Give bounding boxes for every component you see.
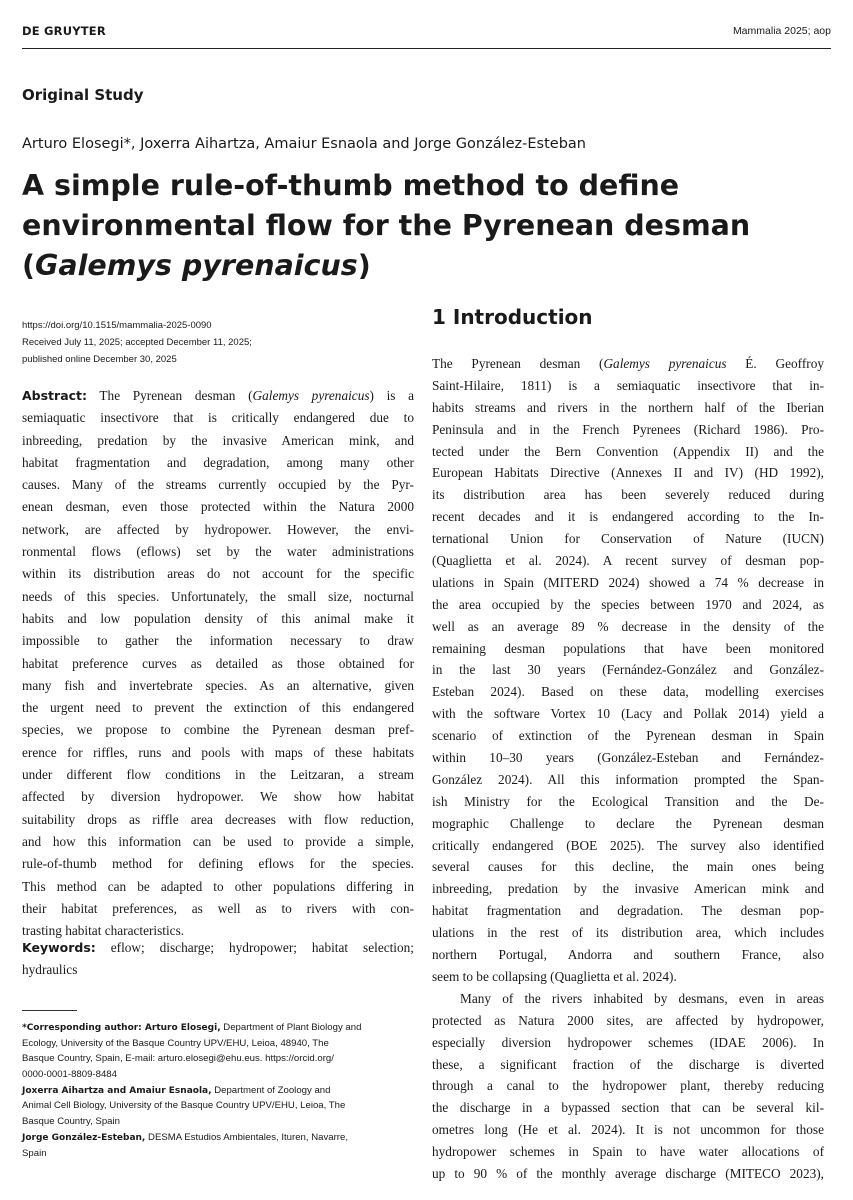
received-date: Received July 11, 2025; accepted December 11, 2025; (22, 337, 252, 348)
abstract-text: inbreeding, predation by the invasive American mink, and (22, 432, 414, 448)
affiliation-line (22, 1051, 414, 1067)
running-header (22, 24, 831, 42)
title-paren-close: ) (357, 249, 371, 282)
paragraph-text: (Quaglietta et al. 2024). A recent survey of desman pop- (432, 553, 824, 569)
paragraph-line (432, 791, 824, 813)
keywords-label: Keywords: (22, 940, 96, 955)
paragraph-text: protected as Natura 2000 sites, are affected by hydropower, (432, 1012, 824, 1028)
abstract-text: within its distribution areas do not account for the specific (22, 566, 414, 582)
abstract-label: Abstract: (22, 388, 88, 403)
paragraph-text: especially diversion hydropower schemes (IDAE 2006). In (432, 1034, 824, 1050)
affiliation-text: Animal Cell Biology, University of the Basque Country UPV/EHU, Leioa, The (22, 1100, 346, 1112)
abstract-line (22, 452, 414, 474)
paragraph-text: ulations in Spain (MITERD 2024) showed a 74 % decrease in (432, 574, 824, 590)
abstract-line (22, 786, 414, 808)
abstract-text: causes. Many of the streams currently occupied by the Pyr- (22, 477, 414, 493)
title-paren-open: ( (22, 249, 36, 282)
footnote-rule (22, 1010, 77, 1011)
abstract-text: ) is a (369, 388, 414, 403)
paragraph-text: its distribution area has been severely reduced during (432, 487, 824, 503)
species-name: Galemys pyrenaicus (252, 388, 370, 403)
paragraph-line (432, 375, 824, 397)
affiliation-line (22, 1036, 414, 1052)
abstract-text: affected by diversion hydropower. We show how habitat (22, 789, 414, 805)
paragraph-line (432, 681, 824, 703)
paragraph-text: The Pyrenean desman ( (432, 356, 604, 371)
abstract-line (22, 831, 414, 853)
paragraph-line (432, 944, 824, 966)
paragraph-line (432, 616, 824, 638)
abstract-text: under different flow conditions in the Leitzaran, a stream (22, 767, 414, 783)
keywords-line: hydraulics (22, 962, 78, 978)
abstract-line (22, 563, 414, 585)
paragraph-line (432, 1010, 824, 1032)
paragraph-text: these, a significant fraction of the discharge is diverted (432, 1056, 824, 1072)
paragraph-line (432, 747, 824, 769)
abstract-text: and how this information can be used to provide a simple, (22, 833, 414, 849)
paragraph-text: ish Ministry for the Ecological Transition and the De- (432, 793, 824, 809)
paragraph-text: recent decades and it is endangered according to the In- (432, 509, 824, 525)
abstract-line (22, 586, 414, 608)
abstract-line (22, 496, 414, 518)
affiliation-line (22, 1083, 414, 1099)
paragraph-line (432, 353, 824, 375)
abstract-text: suitability drops as riffle area decreases with flow reduction, (22, 811, 414, 827)
paragraph-text: inbreeding, predation by the invasive American mink and (432, 881, 824, 897)
abstract-line (22, 407, 414, 429)
paragraph-line (432, 966, 824, 988)
paragraph-text: Peninsula and in the French Pyrenees (Richard 1986). Pro- (432, 421, 824, 437)
affiliation-line (22, 1130, 414, 1146)
publisher-name: DE GRUYTER (22, 24, 106, 38)
header-rule (22, 48, 831, 49)
abstract-line (22, 898, 414, 920)
abstract-text: semiaquatic insectivore that is critically endangered due to (22, 410, 414, 426)
abstract-text: The Pyrenean desman ( (87, 388, 253, 403)
paragraph-text: habitat fragmentation and degradation. The desman pop- (432, 903, 824, 919)
paragraph-text: the area occupied by the species between 1970 and 2024, as (432, 596, 824, 612)
paragraph-text: with the software Vortex 10 (Lacy and Pollak 2014) yield a (432, 706, 824, 722)
paragraph-line (432, 594, 824, 616)
abstract-line (22, 385, 414, 407)
paragraph-text: remaining desman populations that have been monitored (432, 640, 824, 656)
paragraph-line (432, 638, 824, 660)
paragraph-line (432, 900, 824, 922)
published-date: published online December 30, 2025 (22, 354, 177, 365)
paragraph-text: several causes for this decline, the main ones being (432, 859, 824, 875)
article-title (22, 166, 842, 286)
affiliation-line (22, 1020, 414, 1036)
abstract-line (22, 719, 414, 741)
paragraph-line (432, 484, 824, 506)
paragraph-line (432, 419, 824, 441)
paragraph-text: ternational Union for Conservation of Nature (IUCN) (432, 531, 824, 547)
paragraph-text: scenario of extinction of the Pyrenean desman in Spain (432, 728, 824, 744)
paragraph-line (432, 572, 824, 594)
affiliation-author: *Corresponding author: Arturo Elosegi, (22, 1023, 221, 1033)
affiliation-text: Basque Country, Spain, E-mail: arturo.elosegi@ehu.eus. https://orcid.org/ (22, 1053, 334, 1065)
abstract-text: species, we propose to combine the Pyrenean desman pref- (22, 722, 414, 738)
abstract-line (22, 608, 414, 630)
abstract-text: This method can be adapted to other populations differing in (22, 878, 414, 894)
abstract-text: habits and low population density of this animal make it (22, 610, 414, 626)
abstract-line (22, 630, 414, 652)
paragraph-line (432, 550, 824, 572)
species-name: Galemys pyrenaicus (603, 356, 727, 371)
paragraph-line (432, 1141, 824, 1163)
paragraph-line (432, 835, 824, 857)
paragraph-line (432, 1075, 824, 1097)
paragraph-line (432, 703, 824, 725)
paragraph-text: ometres long (He et al. 2024). It is not uncommon for those (432, 1122, 824, 1138)
article-category: Original Study (22, 86, 144, 104)
keywords-line (22, 937, 414, 959)
abstract-line (22, 541, 414, 563)
abstract-line (22, 853, 414, 875)
paragraph-text: up to 90 % of the monthly average discharge (MITECO 2023), (432, 1165, 824, 1181)
affiliation-text: DESMA Estudios Ambientales, Ituren, Navarre, (145, 1131, 348, 1143)
abstract-text: trasting habitat characteristics. (22, 923, 185, 939)
paragraph-text: critically endangered (BOE 2025). The survey also identified (432, 837, 824, 853)
abstract-text: their habitat preferences, as well as to rivers with con- (22, 900, 414, 916)
affiliation-line (22, 1146, 414, 1162)
affiliation-text: Spain (22, 1147, 47, 1159)
paragraph-line (432, 988, 824, 1010)
paragraph-text: Saint-Hilaire, 1811) is a semiaquatic insectivore that in- (432, 377, 824, 393)
keywords-text: eflow; discharge; hydropower; habitat selection; (95, 940, 414, 955)
paragraph-text: ulations in the rest of its distribution area, which includes (432, 925, 824, 941)
paragraph-line (432, 506, 824, 528)
paragraph-text: European Habitats Directive (Annexes II and IV) (HD 1992), (432, 465, 824, 481)
affiliation-text: Department of Plant Biology and (220, 1022, 362, 1033)
paragraph-line (432, 462, 824, 484)
paragraph-line (432, 397, 824, 419)
abstract-line (22, 742, 414, 764)
keywords (22, 937, 414, 982)
paragraph-line (432, 856, 824, 878)
abstract-text: needs of this species. Unfortunately, the small size, nocturnal (22, 588, 414, 604)
abstract-line (22, 519, 414, 541)
paragraph-line (432, 725, 824, 747)
paragraph-line (432, 1097, 824, 1119)
affiliation-line (22, 1114, 414, 1130)
paragraph-line (432, 922, 824, 944)
abstract-line (22, 809, 414, 831)
paragraph-text: habits streams and rivers in the northern half of the Iberian (432, 399, 824, 415)
doi-link[interactable]: https://doi.org/10.1515/mammalia-2025-0090 (22, 320, 212, 331)
abstract-line (22, 764, 414, 786)
paragraph-line (432, 1119, 824, 1141)
article-metadata (22, 317, 412, 368)
affiliation-text: Basque Country, Spain (22, 1116, 120, 1128)
abstract-line (22, 697, 414, 719)
title-line: A simple rule-of-thumb method to define (22, 169, 680, 202)
section-heading: 1 Introduction (432, 305, 593, 329)
paragraph-line (432, 878, 824, 900)
paragraph-text: seem to be collapsing (Quaglietta et al. 2024). (432, 968, 677, 984)
paragraph-line (432, 441, 824, 463)
abstract-text: rule-of-thumb method for defining eflows for the species. (22, 856, 414, 872)
title-line (22, 246, 842, 286)
affiliation-text: 0000-0001-8809-8484 (22, 1069, 117, 1081)
paragraph-text: É. Geoffroy (726, 356, 824, 371)
paragraph-line (432, 528, 824, 550)
paragraph-line (432, 813, 824, 835)
paragraph-text: in the last 30 years (Fernández-González and González- (432, 662, 824, 678)
abstract-text: enean desman, even those protected within the Natura 2000 (22, 499, 414, 515)
title-line: environmental flow for the Pyrenean desman (22, 209, 751, 242)
affiliation-text: Ecology, University of the Basque Country UPV/EHU, Leioa, 48940, The (22, 1037, 329, 1049)
abstract-text: erence for riffles, runs and pools with maps of these habitats (22, 744, 414, 760)
abstract-text: network, are affected by hydropower. However, the envi- (22, 521, 414, 537)
paragraph-text: Esteban 2024). Based on these data, modelling exercises (432, 684, 824, 700)
affiliation-author: Jorge González-Esteban, (22, 1132, 146, 1143)
paragraph-text: well as an average 89 % decrease in the density of the (432, 618, 824, 634)
abstract-line (22, 876, 414, 898)
abstract-line (22, 430, 414, 452)
paragraph-line (432, 1163, 824, 1185)
abstract-text: many fish and invertebrate species. As an alternative, given (22, 677, 414, 693)
introduction-body (432, 353, 824, 1185)
paragraph-text: mographic Challenge to declare the Pyrenean desman (432, 815, 824, 831)
paragraph-text: hydropower schemes in Spain to have water allocations of (432, 1144, 824, 1160)
paragraph-text: within 10–30 years (González-Esteban and Fernández- (432, 750, 824, 766)
abstract-text: habitat preference curves as detailed as those obtained for (22, 655, 414, 671)
abstract-text: ronmental flows (eflows) set by the water administrations (22, 544, 414, 560)
journal-citation: Mammalia 2025; aop (732, 25, 831, 37)
affiliation-text: Department of Zoology and (211, 1084, 331, 1096)
abstract-text: habitat fragmentation and degradation, among many other (22, 454, 414, 470)
affiliation-line (22, 1067, 414, 1083)
abstract-line (22, 653, 414, 675)
paragraph-line (432, 659, 824, 681)
paragraph-text: through a canal to the hydropower plant, thereby reducing (432, 1078, 824, 1094)
paragraph-text: the discharge in a bypassed section that can be several kil- (432, 1100, 824, 1116)
affiliation-line (22, 1098, 414, 1114)
abstract-line (22, 675, 414, 697)
abstract (22, 385, 414, 942)
affiliation-author: Joxerra Aihartza and Amaiur Esnaola, (22, 1085, 212, 1096)
paragraph-text: northern Portugal, Andorra and southern France, also (432, 947, 824, 963)
title-species-name: Galemys pyrenaicus (35, 249, 358, 282)
author-list: Arturo Elosegi*, Joxerra Aihartza, Amaiur Esnaola and Jorge González-Esteban (22, 136, 586, 152)
paragraph-text: Many of the rivers inhabited by desmans, even in areas (460, 990, 824, 1006)
abstract-text: the urgent need to prevent the extinction of this endangered (22, 700, 414, 716)
paragraph-text: tected under the Bern Convention (Appendix II) and the (432, 443, 824, 459)
author-affiliations (22, 1020, 414, 1161)
paragraph-line (432, 1054, 824, 1076)
paragraph-line (432, 769, 824, 791)
paragraph-line (432, 1032, 824, 1054)
paragraph-text: González 2024). All this information prompted the Span- (432, 771, 824, 787)
abstract-line (22, 474, 414, 496)
abstract-text: impossible to gather the information necessary to draw (22, 633, 414, 649)
